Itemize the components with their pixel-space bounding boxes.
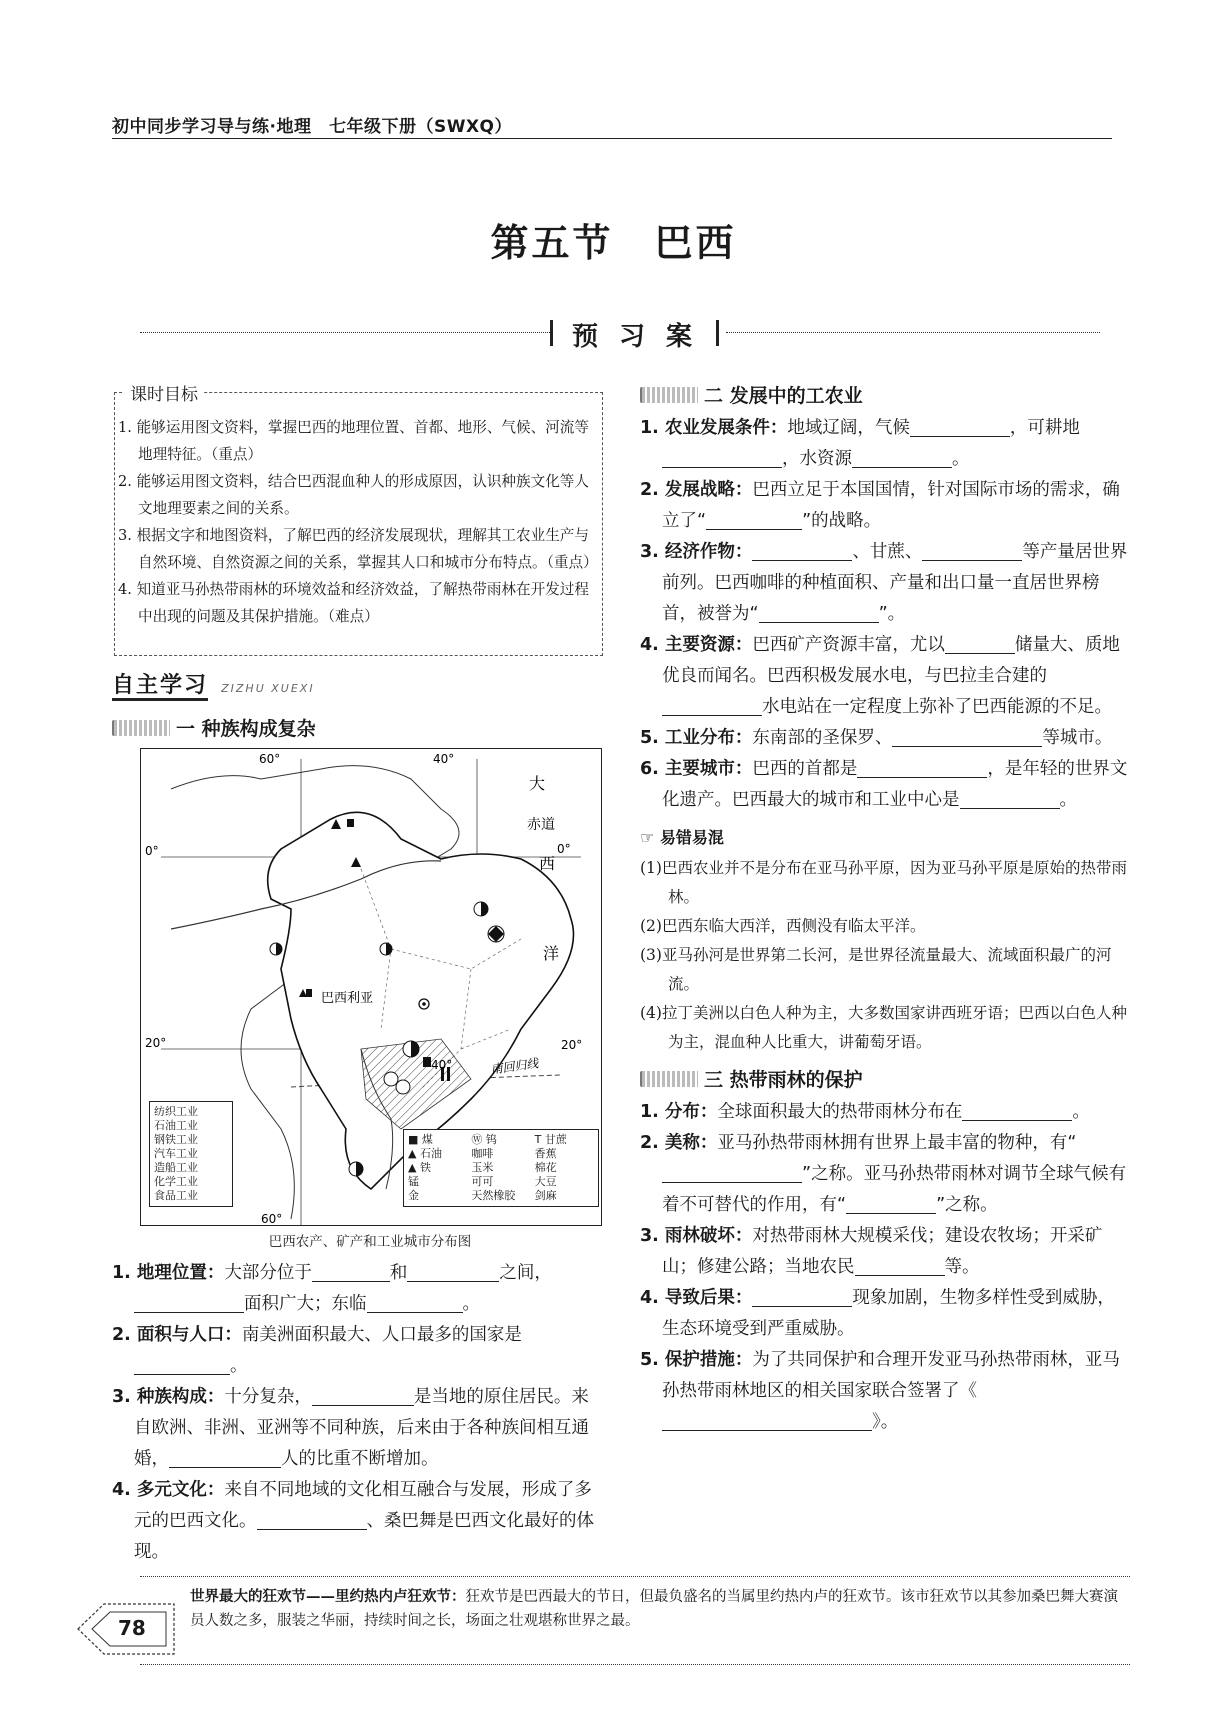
page-number: 78 [118,1616,146,1640]
legend-item: 咖啡 [471,1147,494,1160]
banner-bar-right [716,320,719,346]
part2-item: 4. 主要资源：巴西矿产资源丰富，尤以 储量大、质地优良而闻名。巴西积极发展水电，与巴拉圭合建的水电站在一定程度上弥补了巴西能源的不足。 [640,630,1128,723]
self-study-sub: ZIZHU XUEXI [221,682,315,695]
goal-item: 1. 能够运用图文资料，掌握巴西的地理位置、首都、地形、气候、河流等地理特征。（重点） [118,419,589,463]
capital-label: 巴西利亚 [321,991,374,1006]
legend-item: 钢铁工业 [154,1133,198,1146]
ocean-char: 洋 [543,944,560,963]
heading-deco-icon [112,720,170,736]
legend-item: 锰 [408,1175,419,1188]
legend-item: 大豆 [534,1175,557,1188]
part3-item: 1. 分布：全球面积最大的热带雨林分布在 。 [640,1097,1128,1128]
hand-icon: ☞ [640,828,655,847]
lat-label: 0° [557,842,571,856]
legend-item: 汽车工业 [154,1147,198,1160]
map-caption: 巴西农产、矿产和工业城市分布图 [268,1234,472,1250]
footer-rule-bottom [140,1664,1130,1665]
header-rule [112,138,1112,139]
part3-item: 4. 导致后果： 现象加剧，生物多样性受到威胁，生态环境受到严重威胁。 [640,1283,1128,1345]
legend-resources [403,1129,599,1207]
part2-item: 2. 发展战略：巴西立足于本国国情，针对国际市场的需求，确立了“ ”的战略。 [640,480,1120,531]
legend-item: 天然橡胶 [471,1189,516,1202]
part1-item-culture: 4. 多元文化：来自不同地域的文化相互融合与发展，形成了多元的巴西文化。 、桑巴舞是巴西文化最好的体现。 [112,1480,594,1562]
legend-item: 纺织工业 [154,1105,198,1118]
tip-item: (4)拉丁美洲以白色人种为主，大多数国家讲西班牙语；巴西以白色人种为主，混血种人比重大，讲葡萄牙语。 [640,1004,1127,1051]
self-study-label [112,668,315,699]
lon-label: 40° [431,1058,453,1072]
banner-dots-left [140,332,550,333]
heading-deco-icon [640,1071,698,1087]
legend-item: 香蕉 [534,1147,557,1160]
goal-item: 4. 知道亚马孙热带雨林的环境效益和经济效益，了解热带雨林在开发过程中出现的问题及其保护措施。（难点） [118,581,589,625]
banner-bar-left [550,320,553,346]
legend-item: ▲ 铁 [408,1161,431,1174]
tip-item: (3)亚马孙河是世界第二长河，是世界径流量最大、流域面积最广的河流。 [640,946,1112,993]
legend-item: 可可 [471,1175,494,1188]
part3-item: 5. 保护措施：为了共同保护和合理开发亚马孙热带雨林，亚马孙热带雨林地区的相关国家联合签署了《》。 [640,1350,1120,1432]
banner-label: 预 习 案 [571,322,699,352]
legend-item: ▲ 石油 [408,1147,442,1160]
footer-note: 世界最大的狂欢节——里约热内卢狂欢节：狂欢节是巴西最大的节日，但最负盛名的当属里约热内卢的狂欢节。该市狂欢节以其参加桑巴舞大赛演员人数之多，服装之华丽，持续时间之长，场面之壮观堪称世界之最。 [190,1588,1118,1629]
goals-list [118,414,596,630]
part3-item: 3. 雨林破坏：对热带雨林大规模采伐；建设农牧场；开采矿山；修建公路；当地农民 等。 [640,1226,1103,1277]
legend-item: T 甘蔗 [534,1133,567,1146]
goals-tag: 课时目标 [124,380,204,405]
heading-deco-icon [640,387,698,403]
part2-item: 5. 工业分布：东南部的圣保罗、 等城市。 [640,723,1128,754]
tropic-label: 南回归线 [489,1056,540,1077]
part2-item: 3. 经济作物： 、甘蔗、 等产量居世界前列。巴西咖啡的种植面积、产量和出口量一直居世界榜首，被誉为“ ”。 [640,537,1128,630]
legend-item: 玉米 [471,1161,494,1174]
tip-item: (1)巴西农业并不是分布在亚马孙平原，因为亚马孙平原是原始的热带雨林。 [640,859,1127,906]
lon-label: 60° [261,1212,283,1225]
right-column [640,381,1128,1438]
lat-label: 20° [561,1038,583,1052]
ocean-char: 西 [539,854,556,873]
tip-item: (2)巴西东临大西洋，西侧没有临太平洋。 [640,917,926,935]
lon-label: 40° [433,752,455,766]
part1-item-race: 3. 种族构成：十分复杂， 是当地的原住居民。来自欧洲、非洲、亚洲等不同种族，后来由于各种族间相互通婚， 人的比重不断增加。 [112,1382,604,1475]
part2-item: 1. 农业发展条件：地域辽阔，气候 ，可耕地，水资源 。 [640,413,1128,475]
legend-item: Ⓦ 钨 [471,1133,497,1146]
legend-item: 造船工业 [154,1161,198,1174]
lat-label: 20° [145,1036,167,1050]
book-header: 初中同步学习导与练·地理 七年级下册（SWXQ） [112,117,513,137]
legend-item: 石油工业 [154,1119,198,1132]
part1-items [112,1258,604,1568]
footer-rule-top [140,1576,1130,1577]
preview-banner [140,318,1100,352]
lon-label: 60° [259,752,281,766]
page-number-badge [70,1600,180,1658]
equator-label: 赤道 [527,817,555,833]
self-study-title: 自主学习 [112,673,208,701]
legend-item: 棉花 [534,1161,557,1174]
brazil-map [140,748,602,1226]
part1-item-area: 2. 面积与人口：南美洲面积最大、人口最多的国家是。 [112,1325,522,1376]
legend-item: 化学工业 [154,1175,198,1188]
part2-heading: 二 发展中的工农业 [640,381,1128,413]
banner-dots-right [726,332,1100,333]
part3-heading: 三 热带雨林的保护 [640,1065,1128,1097]
legend-item: 剑麻 [534,1189,557,1202]
part3-item: 2. 美称：亚马孙热带雨林拥有世界上最丰富的物种，有“”之称。亚马孙热带雨林对调节全球气候有着不可替代的作用，有“ ”之称。 [640,1133,1127,1215]
legend-item: 金 [408,1189,419,1202]
goal-item: 3. 根据文字和地图资料，了解巴西的经济发展现状，理解其工农业生产与自然环境、自然资源之间的关系，掌握其人口和城市分布特点。（重点） [118,527,598,571]
lat-label: 0° [145,844,159,858]
legend-industry [149,1101,233,1207]
ocean-char: 大 [529,774,546,793]
page-title: 第五节 巴西 [490,220,737,265]
legend-item: 食品工业 [154,1189,198,1202]
part2-item: 6. 主要城市：巴西的首都是 ，是年轻的世界文化遗产。巴西最大的城市和工业中心是 。 [640,754,1128,816]
legend-item: ■ 煤 [408,1133,433,1146]
part1-heading: 一 种族构成复杂 [112,714,316,746]
tips-list [640,854,1128,1057]
tips-heading: ☞ 易错易混 [640,828,724,847]
part1-item-location: 1. 地理位置：大部分位于 和 之间，面积广大；东临 。 [112,1258,604,1320]
goal-item: 2. 能够运用图文资料，结合巴西混血种人的形成原因，认识种族文化等人文地理要素之间的关系。 [118,473,589,517]
